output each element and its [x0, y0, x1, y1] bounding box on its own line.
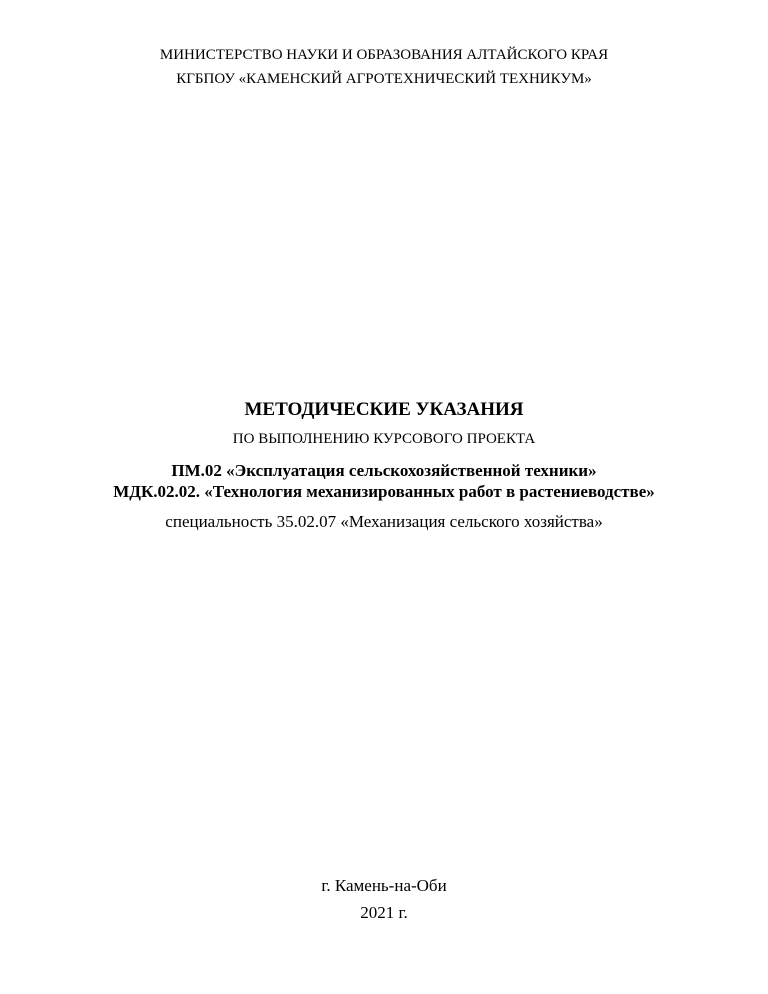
- specialty-line: специальность 35.02.07 «Механизация сельского хозяйства»: [165, 512, 603, 531]
- document-subtitle: ПО ВЫПОЛНЕНИЮ КУРСОВОГО ПРОЕКТА: [232, 431, 536, 447]
- institution-header: КГБПОУ «КАМЕНСКИЙ АГРОТЕХНИЧЕСКИЙ ТЕХНИКУМ»: [176, 71, 592, 87]
- city-line: г. Камень-на-Оби: [321, 876, 447, 895]
- year-line: 2021 г.: [360, 903, 408, 922]
- document-title: МЕТОДИЧЕСКИЕ УКАЗАНИЯ: [244, 399, 524, 420]
- professional-module: ПМ.02 «Эксплуатация сельскохозяйственной техники»: [171, 461, 597, 480]
- course-name: МДК.02.02. «Технология механизированных работ в растениеводстве»: [113, 482, 655, 501]
- ministry-header: МИНИСТЕРСТВО НАУКИ И ОБРАЗОВАНИЯ АЛТАЙСКОГО КРАЯ: [159, 47, 609, 63]
